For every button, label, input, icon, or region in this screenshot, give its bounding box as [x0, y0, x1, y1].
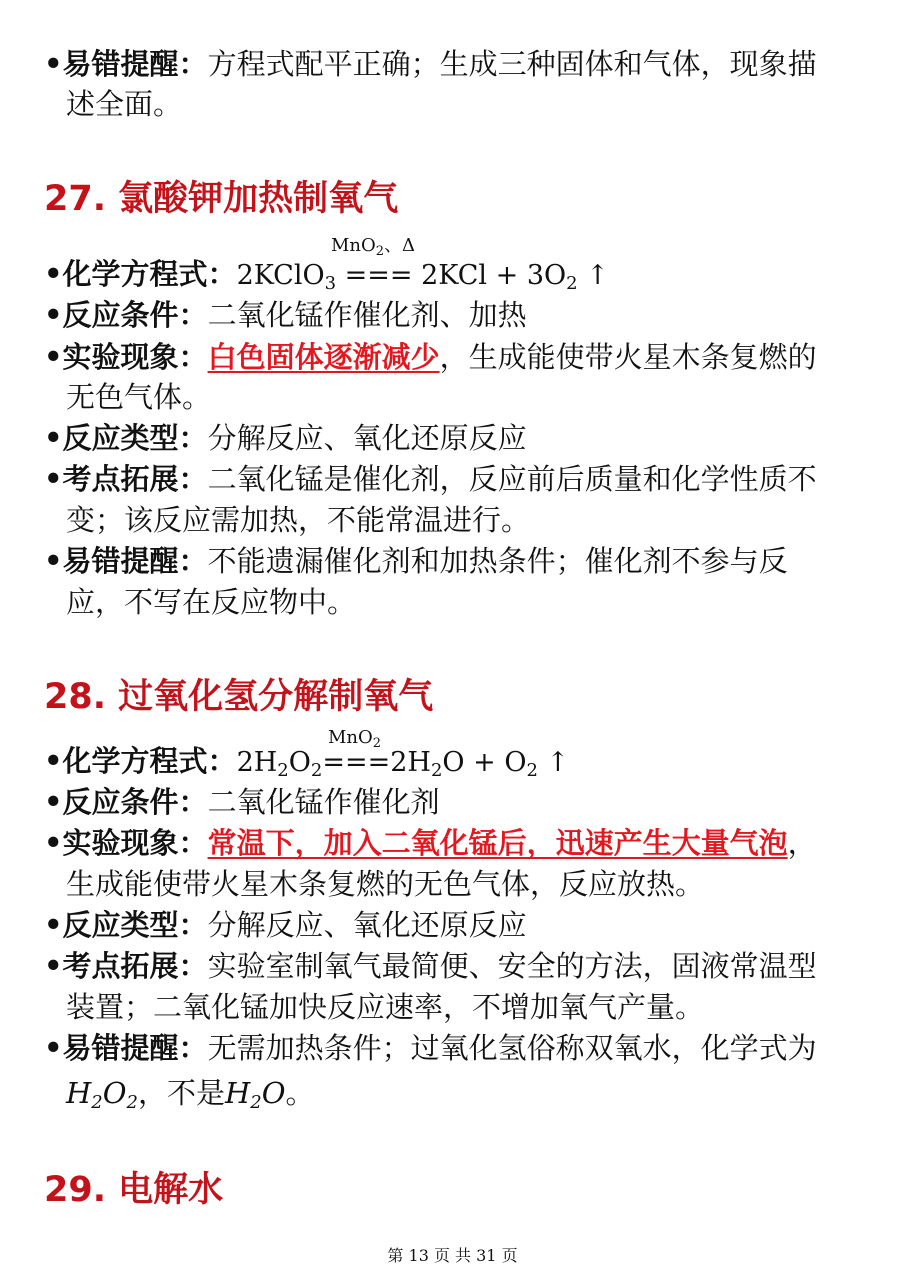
- tip-row-top: [44, 44, 817, 84]
- tip-row: •易错提醒：无需加热条件；过氧化氢俗称双氧水，化学式为: [44, 1031, 817, 1065]
- tip-cont: 应，不写在反应物中。: [66, 585, 357, 619]
- formula-h2o2: $H_2O_2$: [66, 1076, 138, 1113]
- bullet: •: [44, 47, 63, 81]
- equation-row: •化学方程式：$2H_2O_2===2H_2O + O_2$ ↑: [44, 744, 570, 781]
- phenomenon-cont: 无色气体。: [66, 380, 212, 414]
- chemical-equation: 2KClO$_3$ === $2KCl + 3O_2$ ↑: [236, 260, 609, 294]
- type-row: •反应类型：分解反应、氧化还原反应: [44, 908, 527, 942]
- equation-label: 化学方程式：: [62, 744, 237, 778]
- highlight-text: 常温下，加入二氧化锰后，迅速产生大量气泡: [207, 826, 788, 860]
- condition-row: •反应条件：二氧化锰作催化剂: [44, 785, 440, 819]
- page-number: 第 13 页 共 31 页: [387, 1246, 518, 1265]
- equation-label: 化学方程式：: [62, 257, 237, 291]
- tip-cont: $H_2O_2$，不是$H_2O$。: [66, 1076, 315, 1113]
- section-28-title: 28. 过氧化氢分解制氧气: [44, 677, 434, 717]
- highlight-text: 白色固体逐渐减少: [207, 340, 440, 374]
- phenomenon-cont: 生成能使带火星木条复燃的无色气体，反应放热。: [66, 867, 705, 901]
- formula-h2o: $H_2O$: [225, 1076, 286, 1113]
- type-row: •反应类型：分解反应、氧化还原反应: [44, 421, 527, 455]
- tip-text: 方程式配平正确；生成三种固体和气体，现象描: [207, 47, 817, 81]
- tip-label: 易错提醒：: [62, 47, 208, 81]
- equation-row: •化学方程式：2KClO$_3$ === $2KCl + 3O_2$ ↑: [44, 257, 609, 294]
- section-27-title: 27. 氯酸钾加热制氧气: [44, 179, 399, 219]
- tip-row: •易错提醒：不能遗漏催化剂和加热条件；催化剂不参与反: [44, 544, 788, 578]
- section-29-title: 29. 电解水: [44, 1170, 224, 1210]
- extension-row: •考点拓展：实验室制氧气最简便、安全的方法，固液常温型: [44, 949, 817, 983]
- extension-cont: 装置；二氧化锰加快反应速率，不增加氧气产量。: [66, 990, 705, 1024]
- tip-text-cont: 述全面。: [66, 87, 183, 121]
- phenomenon-row: •实验现象：白色固体逐渐减少，生成能使带火星木条复燃的: [44, 340, 817, 374]
- reaction-condition: MnO$_2$、Δ: [331, 235, 416, 259]
- extension-cont: 变；该反应需加热，不能常温进行。: [66, 503, 531, 537]
- phenomenon-row: •实验现象：常温下，加入二氧化锰后，迅速产生大量气泡，: [44, 826, 817, 860]
- condition-row: •反应条件：二氧化锰作催化剂、加热: [44, 298, 527, 332]
- chemical-equation: $2H_2O_2===2H_2O + O_2$ ↑: [236, 747, 570, 781]
- reaction-condition: MnO$_2$: [328, 727, 382, 751]
- extension-row: •考点拓展：二氧化锰是催化剂，反应前后质量和化学性质不: [44, 462, 817, 496]
